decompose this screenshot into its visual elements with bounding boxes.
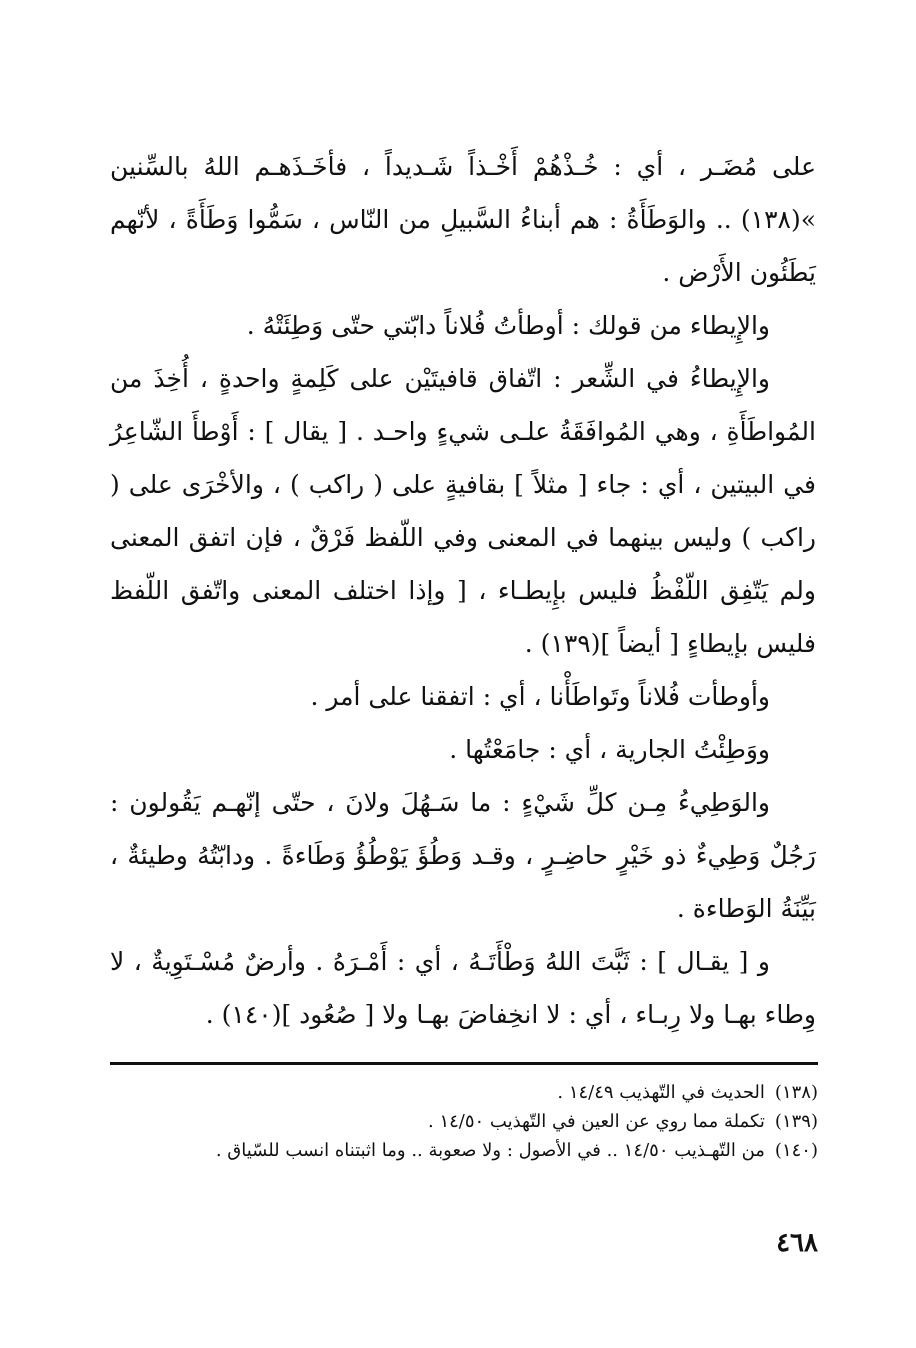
paragraph: وأوطأت فُلاناً وتَواطَأْنا ، أي : اتفقنا على أمر . <box>310 682 770 711</box>
footnote-text: تكملة مما روي عن العين في التّهذيب ١٤/٥٠ . <box>427 1111 765 1132</box>
footnote-number: (١٣٨) <box>774 1082 818 1103</box>
paragraph: ووَطِئْتُ الجارية ، أي : جامَعْتُها . <box>449 735 770 764</box>
footnote <box>110 1078 818 1107</box>
footnote <box>110 1136 818 1165</box>
footnote-text: من التّهـذيب ١٤/٥٠ .. في الأصول : ولا صعوبة .. وما اثبتناه انسب للسّياق . <box>215 1140 765 1161</box>
paragraph: والإِيطاء من قولك : أوطأتُ فُلاناً دابّتي حتّى وَطِئَتْهُ . <box>246 311 770 340</box>
footnote <box>110 1107 818 1136</box>
footnote-number: (١٣٩) <box>774 1111 818 1132</box>
paragraph: والإِيطاءُ في الشِّعر : اتّفاق قافيتَيْن على كَلِمةٍ واحدةٍ ، أُخِذَ من المُواطَأَةِ ، وهي المُوافَقَةُ علـى شيءٍ واحـد . [ يقال ] : أَوْطأَ الشّاعِرُ في البيتين ، أي : جاء [ مثلاً ] بقافيةٍ على ( راكب ) ، والأخْرَى على ( راكب ) وليس بينهما في المعنى وفي اللّفظ فَرْقٌ ، فإن اتفق المعنى ولم يَتّفِق اللّفْظُ فليس بإِيطـاء ، [ وإذا اختلف المعنى واتّفق اللّفظ فليس بإيطاءٍ [ أيضاً ](١٣٩) . <box>110 364 816 658</box>
paragraph: والوَطِيءُ مِـن كلِّ شَيْءٍ : ما سَـهُلَ ولانَ ، حتّى إنّهـم يَقُولون : رَجُلٌ وَطِيءٌ ذو خَيْرٍ حاضِـرٍ ، وقـد وَطُؤَ يَوْطُؤُ وَطَاءةً . ودابّتُهُ وطيئةٌ ، بَيِّنَةُ الوَطاءة . <box>110 788 816 923</box>
footnote-divider <box>110 1062 818 1065</box>
paragraph: على مُضَـر ، أي : خُـذْهُمْ أَخْـذاً شَـديداً ، فأخَـذَهـم اللهُ بالسِّنين »(١٣٨) .. والوَطَأَةُ : هم أبناءُ السَّبيلِ من النّاس ، سَمُّوا وَطَأَةً ، لأنّهم يَطَئُون الأَرْض . <box>110 152 816 287</box>
footnote-number: (١٤٠) <box>774 1140 818 1161</box>
paragraph: و [ يقـال ] : ثَبَّتَ اللهُ وَطْأَتَـهُ ، أي : أَمْـرَهُ . وأرضٌ مُسْـتَوِيةٌ ، لا وِطاء بهـا ولا رِبـاء ، أي : لا انخِفاضَ بهـا ولا [ صُعُود ](١٤٠) . <box>110 947 816 1029</box>
main-text <box>110 140 816 1041</box>
footnote-text: الحديث في التّهذيب ١٤/٤٩ . <box>557 1082 765 1103</box>
footnotes <box>110 1078 818 1165</box>
page-number: ٤٦٨ <box>776 1228 818 1258</box>
